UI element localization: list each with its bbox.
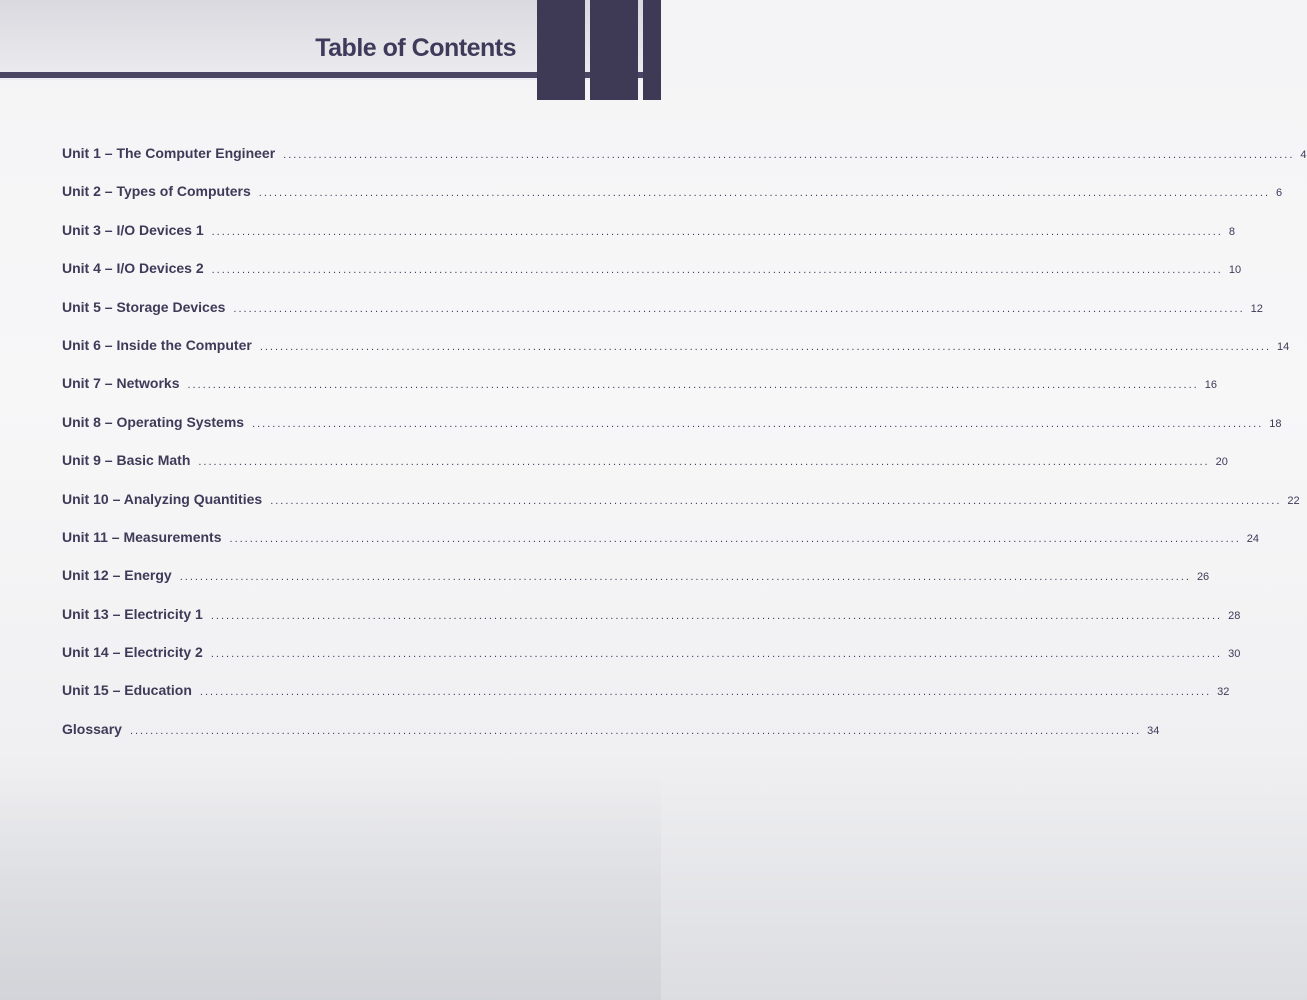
toc-entry-label: Unit 3 – I/O Devices 1 bbox=[62, 221, 204, 238]
dot-leader: ........................................................................................................................................................................................................ bbox=[229, 532, 1241, 545]
toc-entry bbox=[62, 567, 1210, 605]
toc-entry-label: Unit 5 – Storage Devices bbox=[62, 298, 226, 315]
toc-entry-label: Unit 9 – Basic Math bbox=[62, 452, 191, 469]
toc-entry-label: Unit 14 – Electricity 2 bbox=[62, 644, 203, 661]
toc-entry bbox=[62, 336, 1290, 375]
toc-entry bbox=[62, 375, 1217, 413]
toc-entry bbox=[62, 490, 1300, 529]
header-decor-block bbox=[590, 0, 638, 100]
dot-leader: ........................................................................................................................................................................................................ bbox=[210, 648, 1223, 661]
toc-entry bbox=[62, 528, 1259, 567]
toc-entry-page-number: 10 bbox=[1228, 264, 1242, 277]
toc-entry bbox=[62, 413, 1282, 452]
toc-entry-label: Unit 15 – Education bbox=[62, 682, 192, 699]
toc-entry-label: Unit 7 – Networks bbox=[62, 375, 180, 392]
toc-entry bbox=[62, 221, 1235, 260]
toc-entry-page-number: 12 bbox=[1250, 302, 1263, 315]
toc-entry bbox=[62, 605, 1241, 644]
toc-entry-label: Unit 13 – Electricity 1 bbox=[62, 605, 203, 622]
toc-entry-page-number: 8 bbox=[1228, 225, 1235, 238]
toc-entry bbox=[62, 298, 1263, 337]
toc-entry-label: Unit 6 – Inside the Computer bbox=[62, 336, 252, 353]
toc-entry-label: Glossary bbox=[62, 720, 122, 737]
toc-entry-page-number: 32 bbox=[1217, 686, 1230, 699]
toc-entry bbox=[62, 260, 1242, 298]
toc-entry bbox=[62, 644, 1241, 682]
dot-leader: ........................................................................................................................................................................................................ bbox=[270, 494, 1282, 507]
toc-entry-page-number: 22 bbox=[1287, 494, 1300, 507]
toc-entry bbox=[62, 145, 1307, 183]
toc-entry-label: Unit 10 – Analyzing Quantities bbox=[62, 490, 263, 507]
dot-leader: ........................................................................................................................................................................................................ bbox=[259, 340, 1272, 353]
dot-leader: ........................................................................................................................................................................................................ bbox=[283, 149, 1295, 161]
dot-leader: ........................................................................................................................................................................................................ bbox=[187, 379, 1199, 392]
dot-leader: ........................................................................................................................................................................................................ bbox=[211, 264, 1223, 277]
dot-leader: ........................................................................................................................................................................................................ bbox=[129, 724, 1142, 737]
toc-entry bbox=[62, 720, 1160, 759]
header-decor-block bbox=[643, 0, 661, 100]
dot-leader: ........................................................................................................................................................................................................ bbox=[179, 571, 1191, 584]
toc-entry-label: Unit 2 – Types of Computers bbox=[62, 183, 251, 200]
toc-entry bbox=[62, 452, 1228, 490]
toc-entry-label: Unit 8 – Operating Systems bbox=[62, 413, 245, 430]
dot-leader: ........................................................................................................................................................................................................ bbox=[233, 302, 1245, 315]
toc-entry-label: Unit 1 – The Computer Engineer bbox=[62, 145, 276, 161]
table-of-contents bbox=[62, 145, 1307, 759]
toc-entry-page-number: 18 bbox=[1269, 417, 1282, 430]
toc-entry-page-number: 6 bbox=[1276, 187, 1283, 200]
dot-leader: ........................................................................................................................................................................................................ bbox=[252, 417, 1264, 430]
toc-entry-page-number: 34 bbox=[1147, 724, 1160, 737]
toc-entry-page-number: 24 bbox=[1246, 532, 1259, 545]
toc-entry bbox=[62, 682, 1230, 720]
dot-leader: ........................................................................................................................................................................................................ bbox=[258, 187, 1271, 200]
dot-leader: ........................................................................................................................................................................................................ bbox=[211, 225, 1223, 238]
toc-entry-page-number: 30 bbox=[1228, 648, 1241, 661]
toc-entry-label: Unit 12 – Energy bbox=[62, 567, 172, 584]
toc-entry-page-number: 4 bbox=[1300, 149, 1307, 161]
dot-leader: ........................................................................................................................................................................................................ bbox=[198, 456, 1210, 469]
dot-leader: ........................................................................................................................................................................................................ bbox=[199, 686, 1212, 699]
toc-entry-page-number: 28 bbox=[1228, 609, 1241, 622]
header-decor-block bbox=[537, 0, 585, 100]
toc-entry-label: Unit 11 – Measurements bbox=[62, 528, 222, 545]
page-title: Table of Contents bbox=[315, 34, 516, 62]
toc-entry bbox=[62, 183, 1283, 221]
bottom-shading bbox=[0, 770, 661, 1000]
toc-entry-page-number: 14 bbox=[1277, 340, 1290, 353]
toc-entry-page-number: 26 bbox=[1196, 571, 1210, 584]
dot-leader: ........................................................................................................................................................................................................ bbox=[210, 609, 1223, 622]
toc-entry-page-number: 20 bbox=[1215, 456, 1228, 469]
toc-entry-label: Unit 4 – I/O Devices 2 bbox=[62, 260, 204, 277]
toc-entry-page-number: 16 bbox=[1204, 379, 1217, 392]
